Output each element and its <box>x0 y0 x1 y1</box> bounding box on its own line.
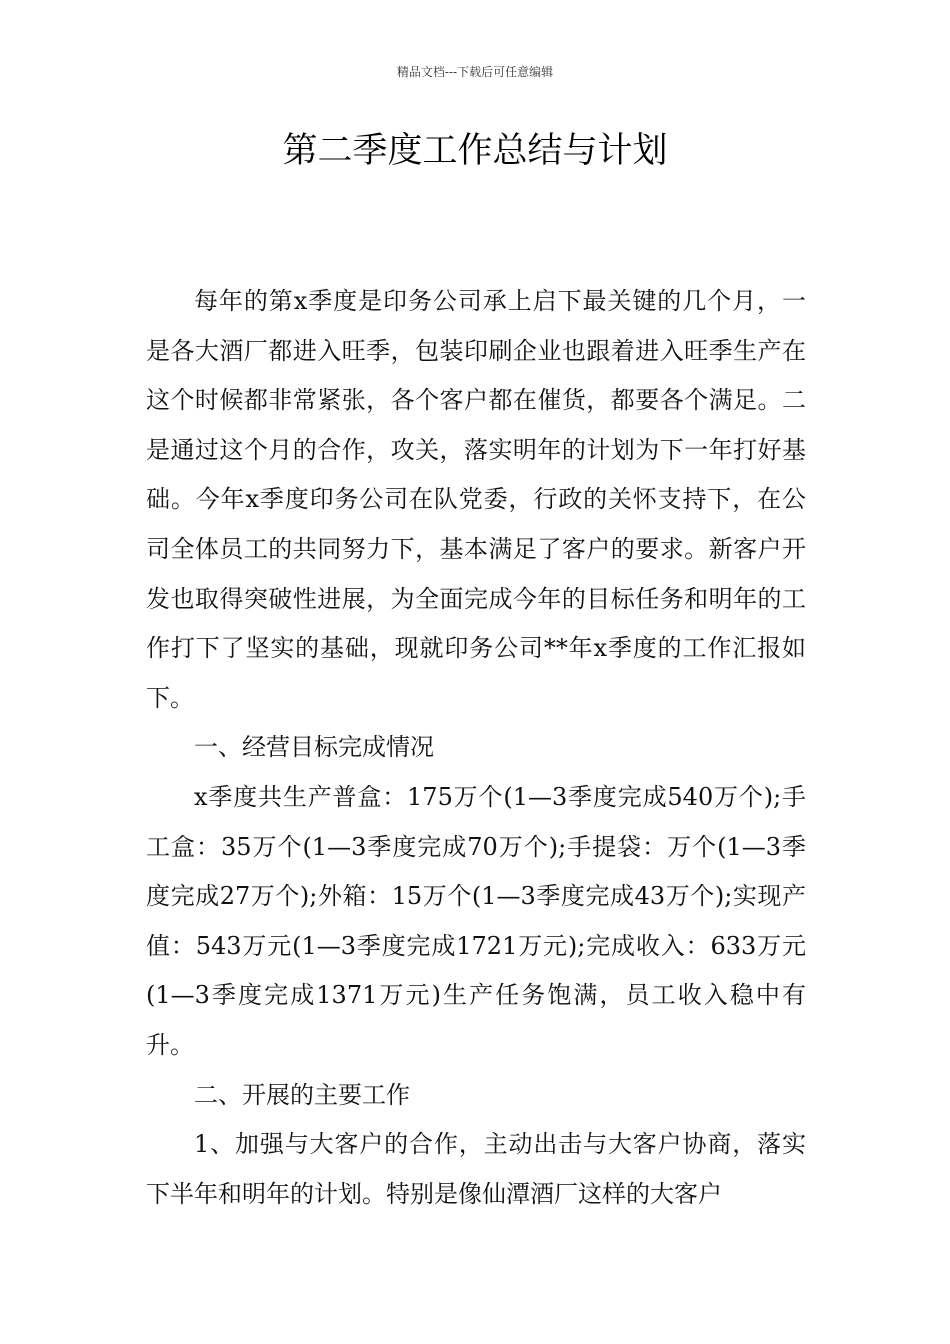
section-heading-business-targets: 一、经营目标完成情况 <box>194 733 434 762</box>
intro-paragraph: 每年的第x季度是印务公司承上启下最关键的几个月，一是各大酒厂都进入旺季，包装印刷企业也跟着进入旺季生产在这个时候都非常紧张，各个客户都在催货，都要各个满足。二是通过这个月的合作，攻关，落实明年的计划为下一年打好基础。今年x季度印务公司在队党委，行政的关怀支持下，在公司全体员工的共同努力下，基本满足了客户的要求。新客户开发也取得突破性进展，为全面完成今年的目标任务和明年的工作打下了坚实的基础，现就印务公司**年x季度的工作汇报如下。 <box>146 287 806 712</box>
section-heading-main-work: 二、开展的主要工作 <box>194 1080 410 1109</box>
work-item-paragraph: 1、加强与大客户的合作，主动出击与大客户协商，落实下半年和明年的计划。特别是像仙潭酒厂这样的大客户 <box>146 1130 806 1208</box>
document-body <box>146 277 806 1219</box>
page-header-note: 精品文档---下载后可任意编辑 <box>396 65 554 79</box>
document-title: 第二季度工作总结与计划 <box>282 131 668 171</box>
production-figures-paragraph: x季度共生产普盒：175万个(1—3季度完成540万个);手工盒：35万个(1—3季度完成70万个);手提袋：万个(1—3季度完成27万个);外箱：15万个(1—3季度完成43万个);实现产值：543万元(1—3季度完成1721万元);完成收入：633万元(1—3季度完成1371万元)生产任务饱满，员工收入稳中有升。 <box>146 782 806 1059</box>
